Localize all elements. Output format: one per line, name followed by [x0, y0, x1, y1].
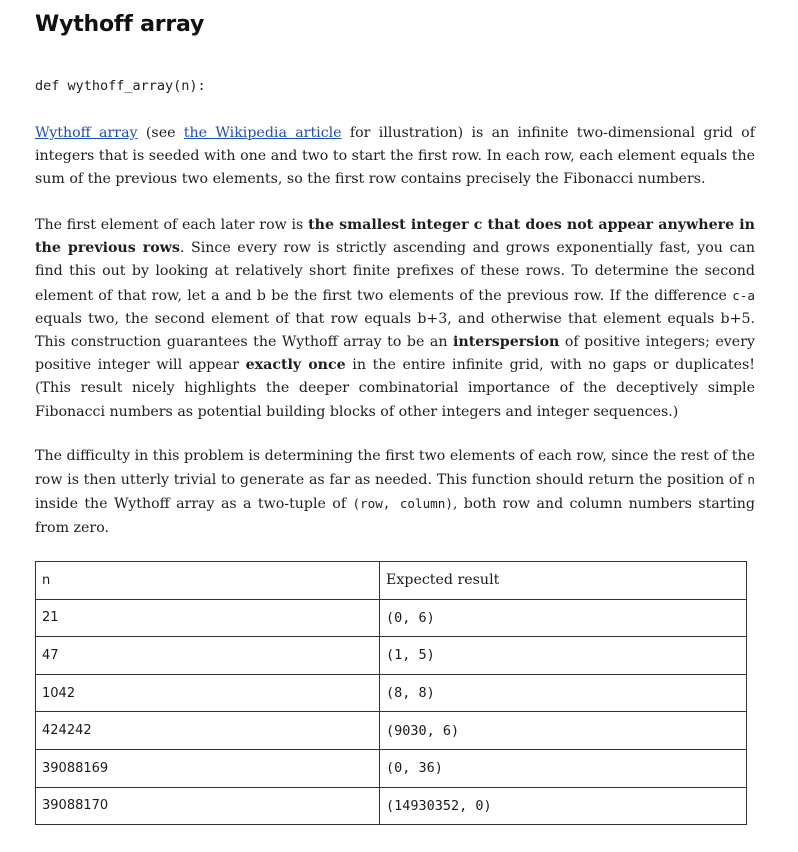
- text: The difficulty in this problem is determining the first two elements of each row, since the rest of the row is then utterly trivial to generate as far as needed. This function should return the position of: [35, 448, 755, 489]
- wythoff-array-link[interactable]: Wythoff array: [35, 125, 138, 141]
- inline-code: n: [747, 472, 755, 488]
- task-paragraph: [35, 445, 755, 540]
- cell-n: 39088170: [36, 787, 380, 825]
- table-row: [36, 599, 747, 637]
- cell-expected: (9030, 6): [380, 712, 747, 750]
- inline-code: (row, column): [352, 496, 453, 512]
- inline-code: c-a: [732, 287, 755, 303]
- cell-expected: (0, 6): [380, 599, 747, 637]
- cell-n: 39088169: [36, 749, 380, 787]
- intro-paragraph: [35, 122, 755, 192]
- page-title: Wythoff array: [35, 12, 205, 37]
- bold-text: the smallest integer c that does not appear anywhere in the previous rows: [35, 217, 755, 257]
- text: in the entire infinite grid, with no gaps or duplicates! (This result nicely highlights the deeper combinatorial importance of the deceptively simple Fibonacci numbers as potential building blocks of other integers and integer sequences.): [35, 357, 755, 420]
- table-row: [36, 637, 747, 675]
- column-header-n: n: [36, 562, 380, 600]
- cell-expected: (0, 36): [380, 749, 747, 787]
- examples-table: [35, 561, 747, 825]
- wikipedia-article-link[interactable]: the Wikipedia article: [183, 125, 342, 141]
- table-header-row: [36, 562, 747, 600]
- text: The first element of each later row is: [35, 217, 309, 233]
- text: of positive integers; every positive integer will appear: [35, 334, 755, 374]
- table-row: [36, 674, 747, 712]
- text: equals two, the second element of that row equals b+3, and otherwise that element equals b+5. This construction guarantees the Wythoff array to be an: [35, 310, 755, 351]
- cell-n: 424242: [36, 712, 380, 750]
- function-signature: def wythoff_array(n):: [35, 78, 206, 94]
- cell-expected: (1, 5): [380, 637, 747, 675]
- cell-n: 47: [36, 637, 380, 675]
- cell-expected: (8, 8): [380, 674, 747, 712]
- text: for illustration) is an infinite two-dimensional grid of integers that is seeded with one and two to start the first row. In each row, each element equals the sum of the previous two elements, so the first row contains precisely the Fibonacci numbers.: [35, 125, 755, 188]
- table-row: [36, 749, 747, 787]
- text: . Since every row is strictly ascending and grows exponentially fast, you can find this out by looking at relatively short finite prefixes of these rows. To determine the second element of that row, let a and b be the first two elements of the previous row. If the difference: [35, 240, 755, 304]
- text: , both row and column numbers starting from zero.: [35, 496, 755, 536]
- text: inside the Wythoff array as a two-tuple of: [35, 496, 353, 513]
- cell-n: 21: [36, 599, 380, 637]
- construction-paragraph: [35, 214, 755, 424]
- bold-text: exactly once: [245, 357, 346, 374]
- table-row: [36, 712, 747, 750]
- cell-expected: (14930352, 0): [380, 787, 747, 825]
- bold-text: interspersion: [453, 334, 560, 351]
- cell-n: 1042: [36, 674, 380, 712]
- table-row: [36, 787, 747, 825]
- column-header-expected: Expected result: [380, 562, 747, 600]
- text: (see: [137, 125, 184, 141]
